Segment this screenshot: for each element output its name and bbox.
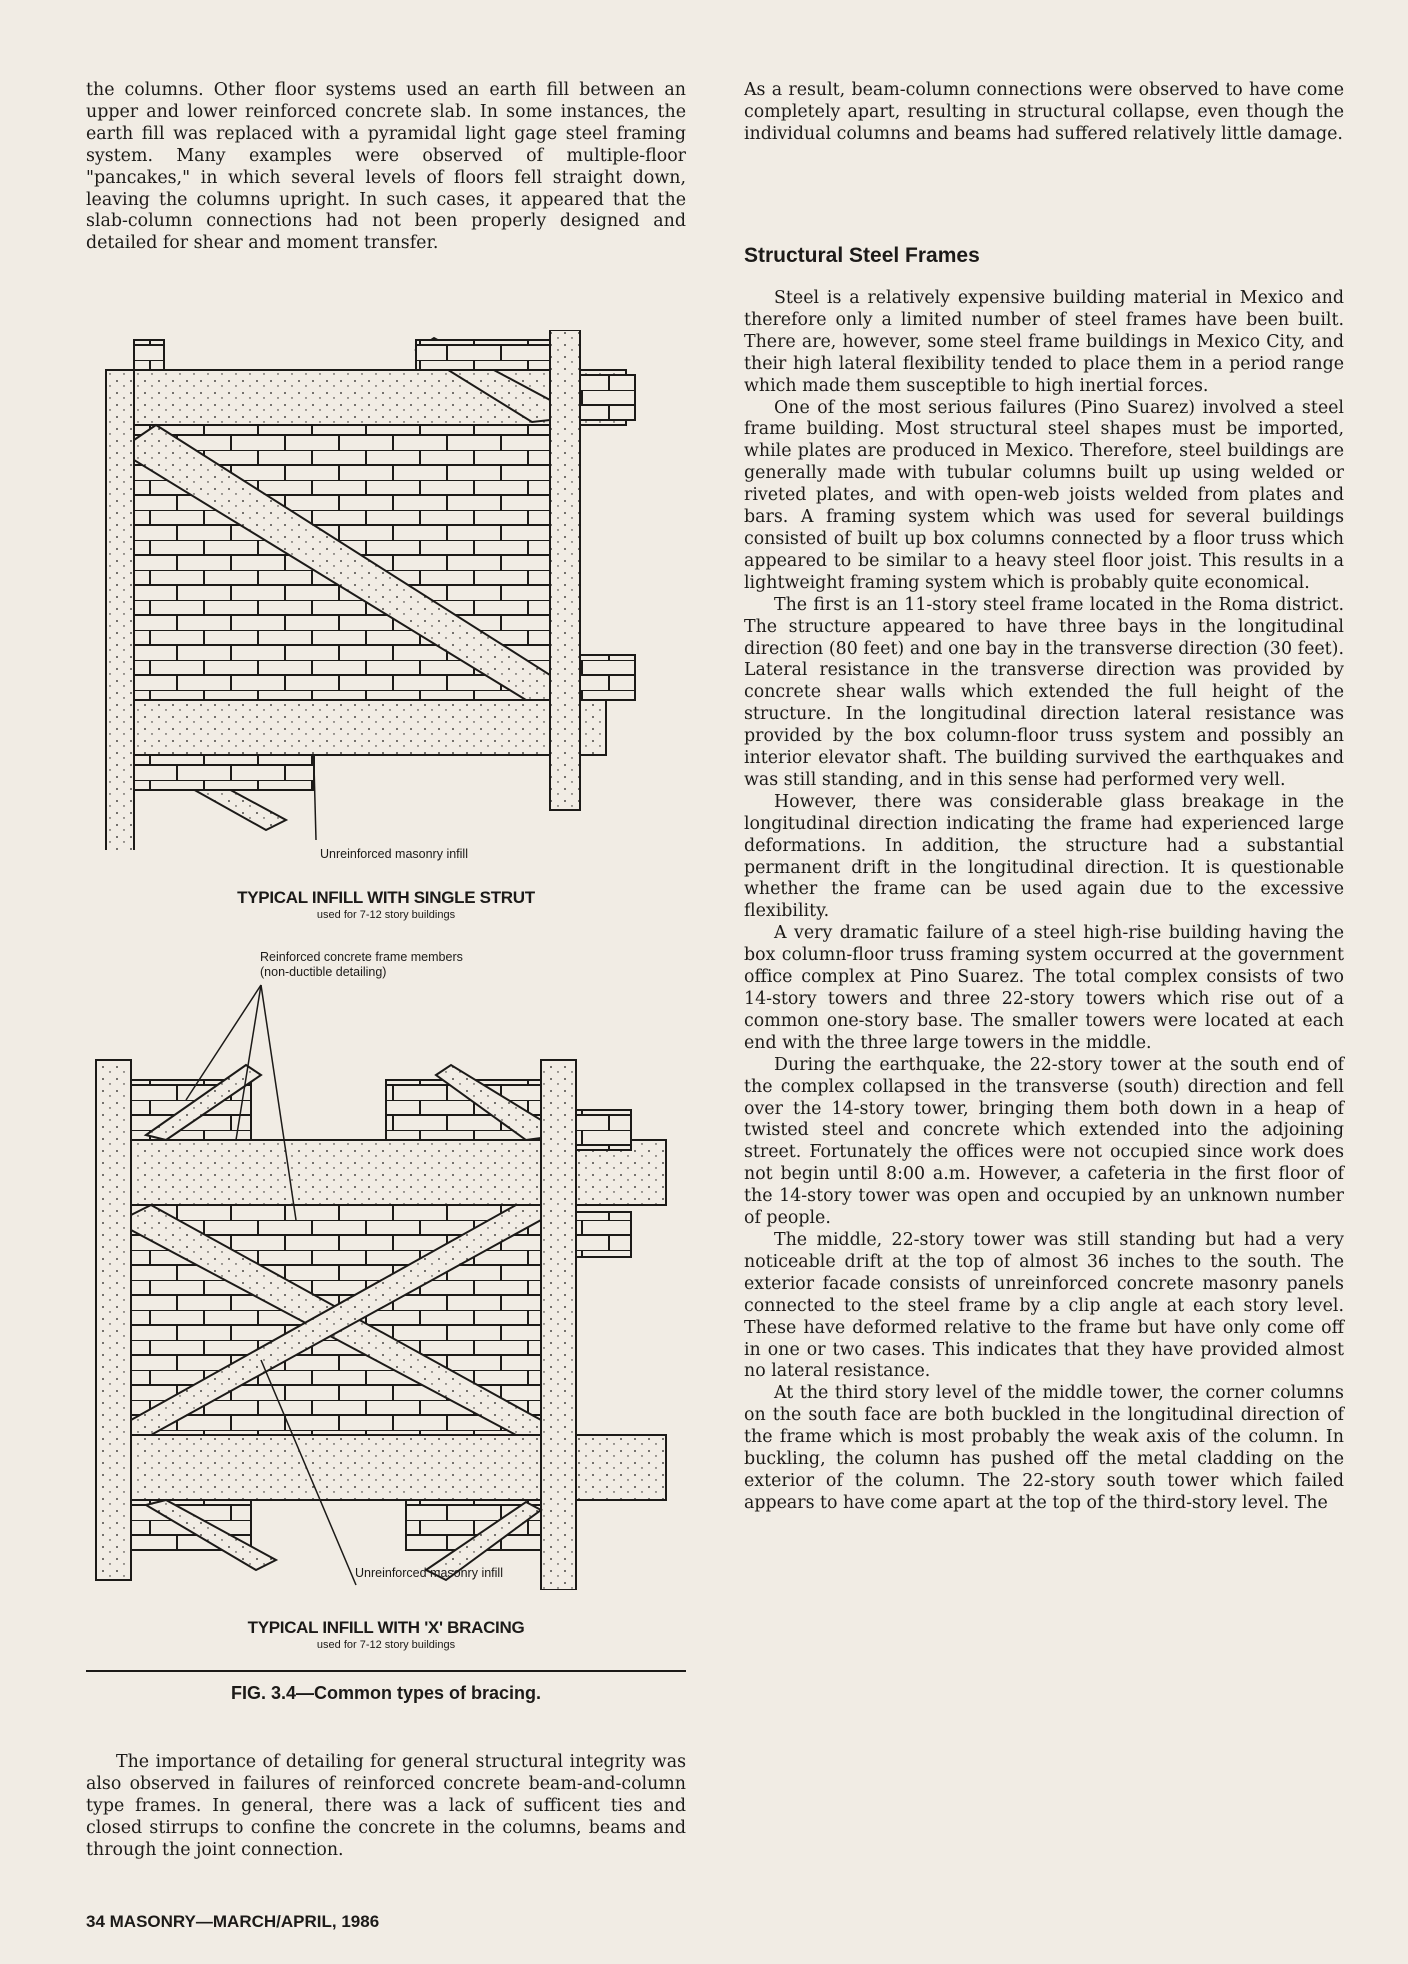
body-paragraph: The first is an 11-story steel frame located in the Roma district. The structure appeared to have three bays in the longitudinal direction (80 feet) and one bay in the transverse direction (30 feet). Lateral resistance in the transverse direction was provided by concrete shear walls which extended the full height of the structure. In the longitudinal direction lateral resistance was provided by the box column-floor truss system and possibly an interior elevator shaft. The building survived the earthquakes and was still standing, and in this sense had performed very well.: [744, 594, 1344, 790]
body-paragraph: A very dramatic failure of a steel high-rise building having the box column-floor truss framing system occurred at the government office complex at Pino Suarez. The total complex consists of two 14-story towers and three 22-story towers which rise out of a common one-story base. The smaller towers were located at each end with the three large towers in the middle.: [744, 923, 1344, 1053]
figure-rule: [86, 1670, 686, 1672]
label-unreinforced-infill-bottom: Unreinforced masonry infill: [355, 1566, 503, 1580]
body-paragraph: The importance of detailing for general structural integrity was also observed in failures of reinforced concrete beam-and-column type frames. In general, there was a lack of sufficent ties and closed stirrups to confine the concrete in the columns, beams and through the joint connection.: [86, 1752, 686, 1860]
body-paragraph: The middle, 22-story tower was still standing but had a very noticeable drift at the top of almost 36 inches to the south. The exterior facade consists of unreinforced concrete masonry panels connected to the steel frame by a clip angle at each story level. These have deformed relative to the frame but have only come off in one or two cases. This indicates that they have provided almost no lateral resistance.: [744, 1229, 1344, 1382]
right-column-body: [744, 288, 1344, 1515]
caption-single-strut-sub: used for 7-12 story buildings: [316, 909, 456, 921]
right-column-top: [744, 80, 1344, 146]
caption-x-bracing: TYPICAL INFILL WITH 'X' BRACING: [247, 1618, 525, 1637]
diagram-single-strut: [86, 330, 686, 850]
body-paragraph: At the third story level of the middle tower, the corner columns on the south face are both buckled in the longitudinal direction of the frame which is most probably the weak axis of the column. In buckling, the column has pushed off the metal cladding on the exterior of the column. The 22-story south tower which failed appears to have come apart at the top of the third-story level. The: [744, 1383, 1344, 1513]
body-paragraph: One of the most serious failures (Pino Suarez) involved a steel frame building. Most structural steel shapes must be imported, while plates are produced in Mexico. Therefore, steel buildings are generally made with tubular columns built up using welded or riveted plates, and with open-web joists welded from plates and bars. A framing system which was used for several buildings consisted of built up box columns connected by a floor truss which appeared to be similar to a heavy steel floor joist. This results in a lightweight framing system which is probably quite economical.: [744, 397, 1344, 593]
body-paragraph: During the earthquake, the 22-story tower at the south end of the complex collapsed in the transverse (south) direction and fell over the 14-story tower, bringing them both down in a heap of twisted steel and concrete which extended into the adjoining street. Fortunately the offices were not occupied since work does not begin until 8:00 a.m. However, a cafeteria in the first floor of the 14-story tower was open and occupied by an unknown number of people.: [744, 1054, 1344, 1229]
label-frame-members-line1: Reinforced concrete frame members: [260, 950, 463, 964]
body-paragraph: As a result, beam-column connections were observed to have come completely apart, resulting in structural collapse, even though the individual columns and beams had suffered relatively little damage.: [744, 80, 1344, 144]
page-footer: 34 MASONRY—MARCH/APRIL, 1986: [86, 1912, 380, 1931]
diagram-x-bracing: [86, 980, 686, 1590]
figure-caption: FIG. 3.4—Common types of bracing.: [230, 1683, 542, 1703]
label-unreinforced-infill-top: Unreinforced masonry infill: [320, 847, 468, 861]
section-heading: Structural Steel Frames: [744, 244, 980, 267]
body-paragraph: the columns. Other floor systems used an earth fill between an upper and lower reinforced concrete slab. In some instances, the earth fill was replaced with a pyramidal light gage steel framing system. Many examples were observed of multiple-floor "pancakes," in which several levels of floors fell straight down, leaving the columns upright. In such cases, it appeared that the slab-column connections had not been properly designed and detailed for shear and moment transfer.: [86, 80, 686, 254]
caption-single-strut: TYPICAL INFILL WITH SINGLE STRUT: [237, 888, 535, 907]
left-column-top: [86, 80, 686, 255]
left-column-bottom: [86, 1752, 686, 1862]
caption-x-bracing-sub: used for 7-12 story buildings: [316, 1639, 456, 1651]
label-frame-members-line2: (non-ductible detailing): [260, 965, 387, 979]
body-paragraph: Steel is a relatively expensive building material in Mexico and therefore only a limited number of steel frames have been built. There are, however, some steel frame buildings in Mexico City, and their high lateral flexibility tended to place them in a period range which made them susceptible to high inertial forces.: [744, 288, 1344, 396]
body-paragraph: However, there was considerable glass breakage in the longitudinal direction indicating the frame had experienced large deformations. In addition, the structure had a substantial permanent drift in the longitudinal direction. It is questionable whether the frame can be used again due to the excessive flexibility.: [744, 791, 1344, 922]
